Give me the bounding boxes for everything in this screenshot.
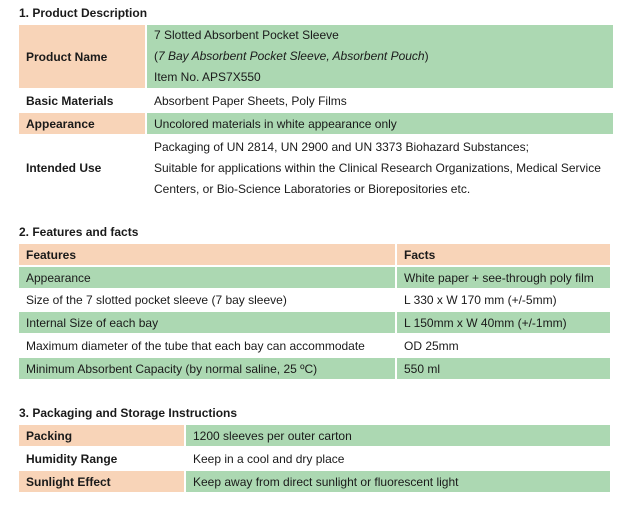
fact-cell: L 330 x W 170 mm (+/-5mm) [404, 293, 557, 307]
features-row [19, 289, 610, 311]
sunlight-value: Keep away from direct sunlight or fluorescent light [186, 471, 610, 492]
packing-value: 1200 sleeves per outer carton [186, 425, 610, 446]
section-title-product-description: 1. Product Description [19, 6, 148, 20]
appearance-value: Uncolored materials in white appearance only [147, 113, 613, 134]
feature-cell: Maximum diameter of the tube that each bay can accommodate [26, 338, 365, 353]
sunlight-label: Sunlight Effect [19, 471, 184, 492]
intended-use-row [19, 136, 613, 200]
product-item-number: Item No. APS7X550 [154, 70, 261, 84]
basic-materials-label: Basic Materials [26, 93, 114, 108]
intended-use-line3: Centers, or Bio-Science Laboratories or Biorepositories etc. [154, 181, 471, 196]
packing-row [19, 425, 610, 446]
fact-cell: L 150mm x W 40mm (+/-1mm) [397, 312, 610, 333]
feature-cell: Size of the 7 slotted pocket sleeve (7 bay sleeve) [26, 293, 287, 307]
intended-use-label: Intended Use [26, 161, 102, 175]
fact-cell: White paper + see-through poly film [397, 267, 610, 288]
section-title-packaging: 3. Packaging and Storage Instructions [19, 406, 238, 420]
intended-use-value [147, 136, 613, 200]
product-name-value [147, 25, 613, 88]
humidity-label: Humidity Range [26, 451, 118, 466]
basic-materials-row [19, 89, 613, 112]
features-header-row [19, 244, 610, 265]
paren-open: ( [154, 49, 158, 63]
product-name-line2 [154, 46, 429, 67]
features-row [19, 358, 610, 379]
appearance-label: Appearance [19, 113, 145, 134]
features-header: Features [19, 244, 395, 265]
product-name-line1: 7 Slotted Absorbent Pocket Sleeve [154, 28, 339, 42]
feature-cell: Internal Size of each bay [19, 312, 395, 333]
product-name-alias: 7 Bay Absorbent Pocket Sleeve, Absorbent Pouch [158, 49, 425, 63]
feature-cell: Appearance [19, 267, 395, 288]
features-row [19, 267, 610, 288]
intended-use-line2: Suitable for applications within the Clinical Research Organizations, Medical Service [154, 160, 601, 175]
humidity-value: Keep in a cool and dry place [193, 451, 345, 466]
fact-cell: OD 25mm [404, 338, 459, 353]
product-name-label: Product Name [19, 25, 145, 88]
humidity-row [19, 447, 610, 470]
feature-cell: Minimum Absorbent Capacity (by normal saline, 25 ºC) [19, 358, 395, 379]
intended-use-line1: Packaging of UN 2814, UN 2900 and UN 3373 Biohazard Substances; [154, 139, 529, 154]
fact-cell: 550 ml [397, 358, 610, 379]
sunlight-row [19, 471, 610, 492]
features-row [19, 312, 610, 333]
section-title-features: 2. Features and facts [19, 225, 139, 239]
features-row [19, 334, 610, 357]
paren-close: ) [424, 49, 429, 63]
appearance-row [19, 113, 613, 134]
facts-header: Facts [397, 244, 610, 265]
basic-materials-value: Absorbent Paper Sheets, Poly Films [154, 93, 347, 108]
product-name-row [19, 25, 613, 88]
packing-label: Packing [19, 425, 184, 446]
